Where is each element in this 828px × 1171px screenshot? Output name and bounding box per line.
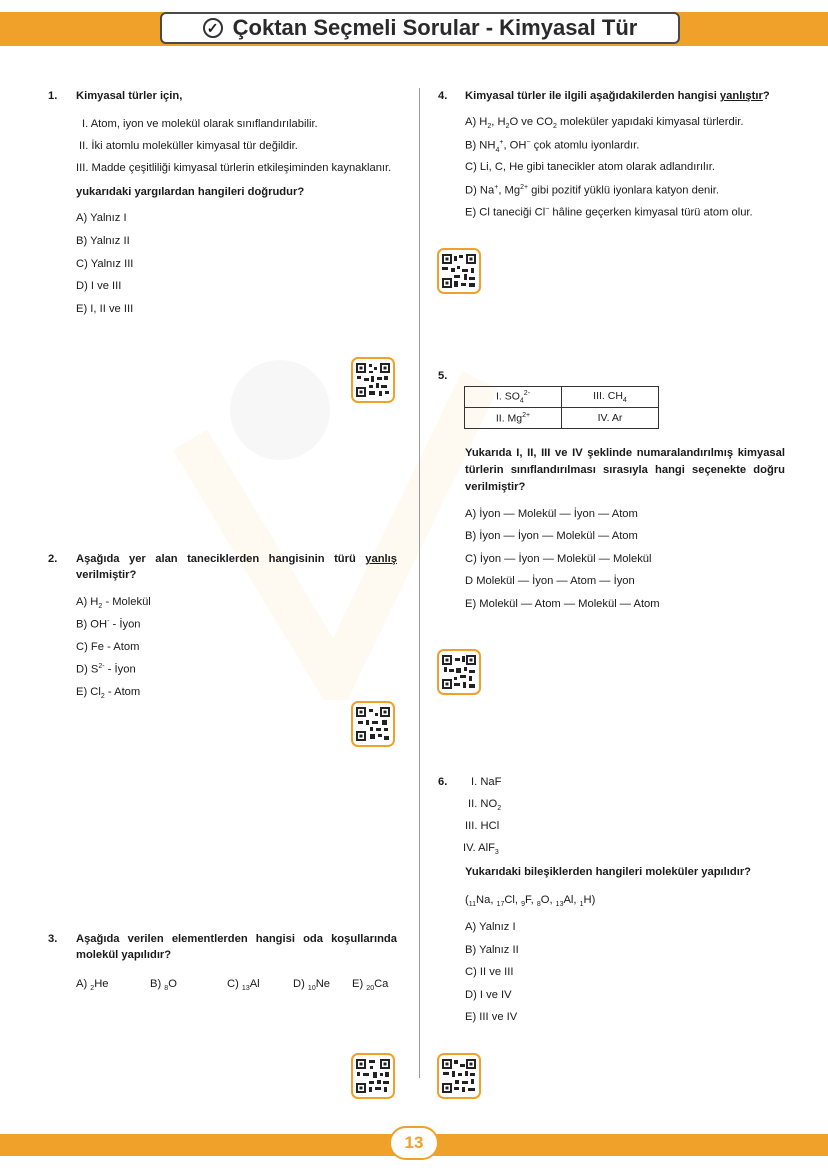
q5-stem-line3: verilmiştir? bbox=[465, 481, 526, 493]
q2-option-c[interactable]: C) Fe - Atom bbox=[76, 641, 140, 653]
qr-code-icon[interactable] bbox=[437, 248, 481, 294]
q6-option-e[interactable]: E) III ve IV bbox=[465, 1011, 518, 1023]
q5-option-c[interactable]: C) İyon — İyon — Molekül — Molekül bbox=[465, 553, 652, 565]
q3-number: 3. bbox=[48, 933, 58, 945]
qr-code-icon[interactable] bbox=[351, 1053, 395, 1099]
q6-number: 6. bbox=[438, 776, 448, 788]
q4-number: 4. bbox=[438, 90, 448, 102]
q4-option-a[interactable]: A) $H_2$, $H_2O$ ve $CO_2$ moleküler yapıdaki kimyasal türlerdir. bbox=[465, 116, 744, 131]
q5-table bbox=[464, 386, 659, 429]
q5-option-a[interactable]: A) İyon — Molekül — İyon — Atom bbox=[465, 508, 638, 520]
q1-option-d[interactable]: D) I ve III bbox=[76, 280, 122, 292]
check-circle-icon: ✓ bbox=[203, 18, 223, 38]
qr-pattern-icon bbox=[442, 655, 476, 689]
q1-number: 1. bbox=[48, 90, 58, 102]
q3-stem-line2: molekül yapılıdır? bbox=[76, 949, 172, 961]
q3-option-b[interactable]: B) $_8$O bbox=[150, 978, 177, 993]
q1-statement-3: III. Madde çeşitliliği kimyasal türlerin etkileşiminden kaynaklanır. bbox=[76, 162, 392, 174]
q4-option-d[interactable]: D) Na+, $Mg^{2+}$ gibi pozitif yüklü iyonlara katyon denir. bbox=[465, 184, 719, 197]
qr-pattern-icon bbox=[442, 254, 476, 288]
qr-pattern-icon bbox=[356, 1059, 390, 1093]
qr-code-icon[interactable] bbox=[351, 357, 395, 403]
q6-option-a[interactable]: A) Yalnız I bbox=[465, 921, 516, 933]
q2-option-b[interactable]: B) OH- - İyon bbox=[76, 618, 141, 631]
q6-option-d[interactable]: D) I ve IV bbox=[465, 989, 512, 1001]
q3-option-d[interactable]: D) $_{10}$Ne bbox=[293, 978, 331, 993]
q6-item-4: IV. AlF$_3$ bbox=[463, 842, 499, 857]
q4-option-e[interactable]: E) Cl taneciği Cl− hâline geçerken kimyasal türü atom olur. bbox=[465, 206, 753, 219]
q6-item-1: I. NaF bbox=[471, 776, 502, 788]
q4-option-c[interactable]: C) Li, C, He gibi tanecikler atom olarak adlandırılır. bbox=[465, 161, 715, 173]
q3-option-a[interactable]: A) $_2$He bbox=[76, 978, 109, 993]
qr-pattern-icon bbox=[356, 363, 390, 397]
q1-option-c[interactable]: C) Yalnız III bbox=[76, 258, 134, 270]
q5-cell-4: IV. Ar bbox=[562, 408, 659, 429]
q5-number: 5. bbox=[438, 370, 448, 382]
q5-option-d[interactable]: D Molekül — İyon — Atom — İyon bbox=[465, 575, 635, 587]
qr-code-icon[interactable] bbox=[437, 1053, 481, 1099]
column-divider bbox=[419, 88, 420, 1078]
q6-item-3: III. HCl bbox=[465, 820, 500, 832]
q2-stem-line1: Aşağıda yer alan taneciklerden hangisinin türü yanlış bbox=[76, 553, 397, 565]
q5-cell-3: III. $CH_4$ bbox=[562, 387, 659, 408]
q1-question: yukarıdaki yargılardan hangileri doğrudur? bbox=[76, 186, 305, 198]
q5-cell-1: I. $SO_4^{2-}$ bbox=[465, 387, 562, 408]
qr-pattern-icon bbox=[442, 1059, 476, 1093]
q4-stem-underlined: yanlıştır bbox=[719, 90, 763, 102]
q5-stem-line1: Yukarıda I, II, III ve IV şeklinde numaralandırılmış kimyasal bbox=[465, 447, 785, 459]
q1-statement-1: I. Atom, iyon ve molekül olarak sınıflandırılabilir. bbox=[82, 118, 318, 130]
q4-option-b[interactable]: B) $NH_4^+$, OH− çok atomlu iyonlardır. bbox=[465, 139, 640, 154]
q2-stem-underlined: yanlış bbox=[365, 553, 397, 565]
q5-cell-2: II. $Mg^{2+}$ bbox=[465, 408, 562, 429]
q1-option-e[interactable]: E) I, II ve III bbox=[76, 303, 134, 315]
q5-stem-line2: türlerin sınıflandırılması sırasıyla hangi seçenekte doğru bbox=[465, 464, 785, 476]
q2-number: 2. bbox=[48, 553, 58, 565]
q6-option-b[interactable]: B) Yalnız II bbox=[465, 944, 519, 956]
header-title-box bbox=[160, 12, 680, 44]
q6-given-numbers: ($_{11}Na$, $_{17}$Cl, $_9$F, $_8$O, $_{13}$Al, $_1$H) bbox=[465, 894, 596, 909]
q3-option-e[interactable]: E) $_{20}$Ca bbox=[352, 978, 389, 993]
q4-stem: Kimyasal türler ile ilgili aşağıdakilerden hangisi yanlıştır? bbox=[465, 90, 770, 102]
q2-stem-line2: verilmiştir? bbox=[76, 569, 137, 581]
q2-option-e[interactable]: E) $Cl_2$ - Atom bbox=[76, 686, 141, 701]
watermark-logo bbox=[170, 320, 500, 700]
q6-option-c[interactable]: C) II ve III bbox=[465, 966, 514, 978]
q1-stem: Kimyasal türler için, bbox=[76, 90, 183, 102]
q3-stem-line1: Aşağıda verilen elementlerden hangisi oda koşullarında bbox=[76, 933, 397, 945]
q5-option-b[interactable]: B) İyon — İyon — Molekül — Atom bbox=[465, 530, 638, 542]
qr-code-icon[interactable] bbox=[351, 701, 395, 747]
q1-option-a[interactable]: A) Yalnız I bbox=[76, 212, 127, 224]
q2-option-a[interactable]: A) $H_2$ - Molekül bbox=[76, 596, 151, 611]
qr-code-icon[interactable] bbox=[437, 649, 481, 695]
q6-item-2: II. $NO_2$ bbox=[468, 798, 502, 813]
qr-pattern-icon bbox=[356, 707, 390, 741]
q3-option-c[interactable]: C) $_{13}$Al bbox=[227, 978, 260, 993]
q1-option-b[interactable]: B) Yalnız II bbox=[76, 235, 130, 247]
q2-option-d[interactable]: D) $S^{2-}$ - İyon bbox=[76, 663, 136, 676]
page-title: Çoktan Seçmeli Sorular - Kimyasal Tür bbox=[232, 15, 638, 40]
page-number: 13 bbox=[389, 1126, 439, 1160]
q1-statement-2: II. İki atomlu moleküller kimyasal tür değildir. bbox=[79, 140, 298, 152]
q5-option-e[interactable]: E) Molekül — Atom — Molekül — Atom bbox=[465, 598, 660, 610]
q6-question: Yukarıdaki bileşiklerden hangileri moleküler yapılıdır? bbox=[465, 866, 752, 878]
